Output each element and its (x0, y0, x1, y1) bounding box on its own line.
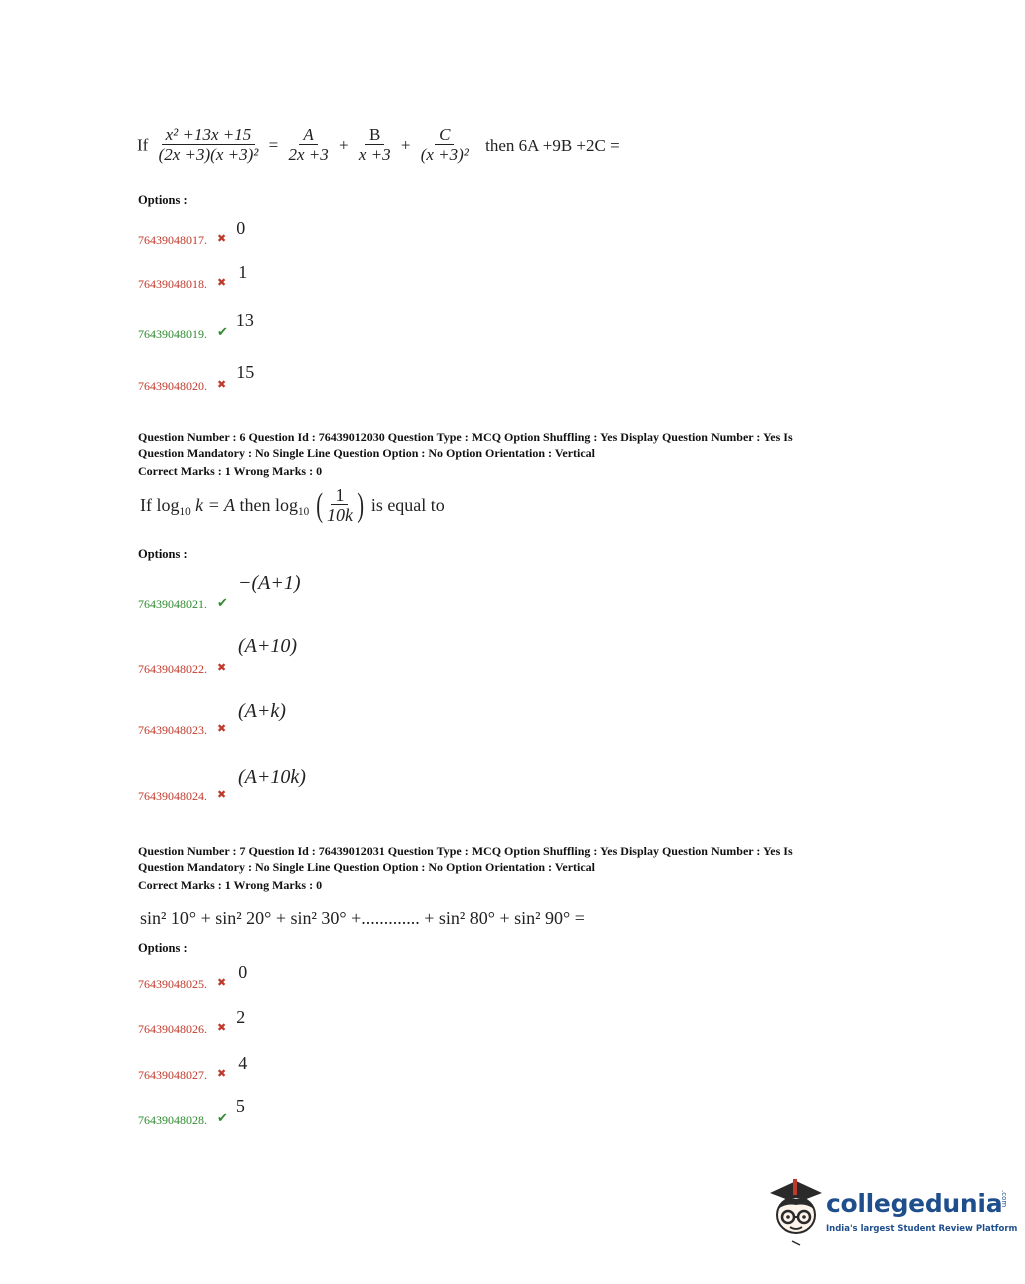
check-icon: ✔ (217, 1110, 228, 1125)
q6-options-label: Options : (138, 547, 188, 561)
cross-icon: ✖ (217, 1022, 227, 1034)
cross-icon: ✖ (217, 789, 227, 801)
check-icon: ✔ (217, 324, 228, 339)
q7-option-2: $_{76439048026.}$ ✖ 2 (138, 1007, 246, 1036)
q7-option-1: $_{76439048025.}$ ✖ 0 (138, 962, 248, 991)
cross-icon: ✖ (217, 662, 227, 674)
cross-icon: ✖ (217, 723, 227, 735)
q5-stem: If $\frac{\text{x² +13x +15}}{\text{(2x +3)(x +3)²}}$ = $\frac{A}{2x +3}$ + $\frac{B}{x +3}$ + $\frac{C}{\text{(x +3)²}}$ then 6A +9B +2C = (137, 125, 620, 164)
q5-tail: then 6A +9B +2C = (485, 135, 620, 155)
q6-meta: Question Number : 6 Question Id : 76439012030 Question Type : MCQ Option Shuffling : Yes Display Question Number : Yes Is Question Mandatory : No Single Line Question Option : No Option Orientation : Vertical Correct Marks : 1 Wrong Marks : 0 (138, 430, 793, 478)
cross-icon: ✖ (217, 233, 227, 245)
q6-option-4: $_{76439048024.}$ ✖ (A+10k) (138, 766, 306, 803)
cross-icon: ✖ (217, 1068, 227, 1080)
q7-stem: sin² 10° + sin² 20° + sin² 30° +............. + sin² 80° + sin² 90° = (140, 908, 585, 928)
q5-option-3: $_{76439048019.}$ ✔ 13 (138, 310, 254, 341)
q6-stem: If $\log_{10} k = A$ then $\log_{10}$ ( $\frac{1}{10k}$ ) is equal to (140, 485, 445, 525)
q6-option-2: $_{76439048022.}$ ✖ (A+10) (138, 635, 298, 676)
q5-c-fraction: $\frac{C}{\text{(x +3)²}}$ (420, 125, 469, 164)
q5-main-fraction: $\frac{\text{x² +13x +15}}{\text{(2x +3)(x +3)²}}$ (158, 125, 259, 164)
q5-option-4: $_{76439048020.}$ ✖ 15 (138, 362, 255, 393)
q7-option-3: $_{76439048027.}$ ✖ 4 (138, 1053, 248, 1082)
q5-option-1: $_{76439048017.}$ ✖ 0 (138, 218, 246, 247)
q5-if: If (137, 135, 149, 155)
q5-b-fraction: $\frac{B}{x +3}$ (358, 125, 391, 164)
q7-options-label: Options : (138, 941, 188, 955)
q7-meta: Question Number : 7 Question Id : 76439012031 Question Type : MCQ Option Shuffling : Yes Display Question Number : Yes Is Question Mandatory : No Single Line Question Option : No Option Orientation : Vertical Correct Marks : 1 Wrong Marks : 0 (138, 844, 793, 892)
cross-icon: ✖ (217, 977, 227, 989)
cross-icon: ✖ (217, 277, 227, 289)
q5-options-label: Options : (138, 193, 188, 207)
q6-option-1: $_{76439048021.}$ ✔ −(A+1) (138, 572, 301, 611)
q6-option-3: $_{76439048023.}$ ✖ (A+k) (138, 700, 286, 737)
q5-a-fraction: $\frac{A}{2x +3}$ (288, 125, 329, 164)
q6-fraction: $\frac{1}{10k}$ (326, 485, 353, 525)
logo-brand: collegedunia.com (826, 1189, 1009, 1218)
cross-icon: ✖ (217, 379, 227, 391)
q7-option-4: $_{76439048028.}$ ✔ 5 (138, 1096, 245, 1127)
mascot-icon (766, 1175, 824, 1247)
logo-tagline: India's largest Student Review Platform (826, 1224, 1018, 1234)
check-icon: ✔ (217, 595, 228, 610)
q5-option-2: $_{76439048018.}$ ✖ 1 (138, 262, 248, 291)
collegedunia-logo (766, 1175, 1018, 1255)
